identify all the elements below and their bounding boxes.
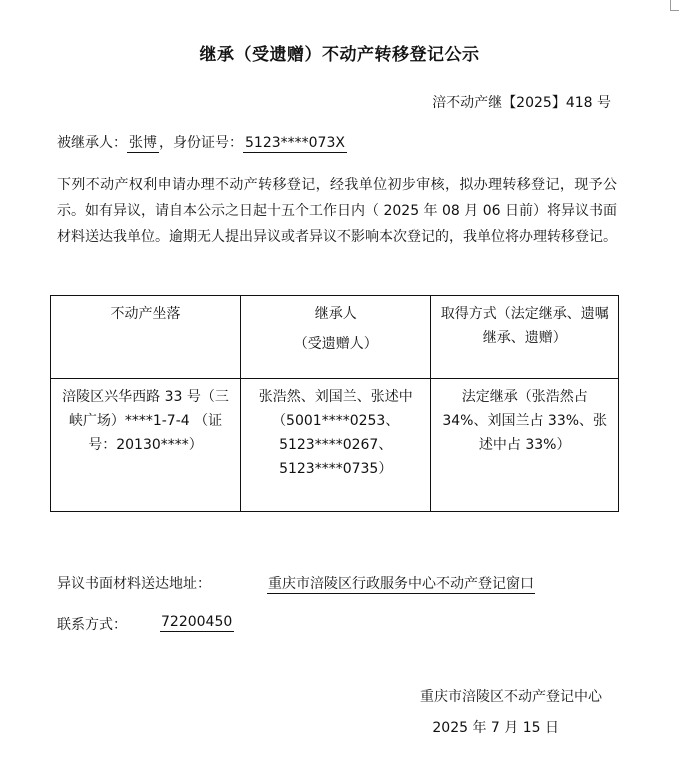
document-title: 继承（受遗赠）不动产转移登记公示	[199, 45, 480, 65]
page-corner-mark	[670, 0, 679, 11]
notice-paragraph: 下列不动产权利申请办理不动产转移登记，经我单位初步审核，拟办理转移登记，现予公示。如有异议，请自本公示之日起十五个工作日内（ 2025 年 08 月 06 日前）将异议书面材料送达我单位。逾期无人提出异议或者异议不影响本次登记的，我单位将办理转移登记。	[57, 177, 617, 245]
contact-label: 联系方式：	[57, 617, 127, 633]
header-heir-line2: （受遗赠人）	[293, 336, 378, 352]
contact-number: 72200450	[161, 614, 233, 630]
header-heir-line1: 继承人	[314, 306, 357, 322]
decedent-label: 被继承人：	[57, 135, 127, 151]
table-header-row	[51, 296, 619, 379]
heir-id-1: （5001****0253、	[272, 413, 400, 429]
header-method: 取得方式（法定继承、遗嘱继承、遗赠）	[431, 296, 619, 379]
address-text: 重庆市涪陵区行政服务中心不动产登记窗口	[268, 576, 534, 592]
decedent-id-number: 5123****073X	[245, 135, 345, 151]
decedent-line	[57, 132, 347, 152]
cell-location: 涪陵区兴华西路 33 号（三峡广场）****1-7-4 （证号：20130****）	[51, 379, 241, 512]
address-label: 异议书面材料送达地址：	[57, 576, 211, 592]
header-heir	[240, 296, 430, 379]
issuer-name: 重庆市涪陵区不动产登记中心	[420, 689, 602, 705]
decedent-name: 张博	[129, 135, 157, 151]
cell-method: 法定继承（张浩然占 34%、刘国兰占 33%、张述中占 33%）	[431, 379, 619, 512]
issue-date: 2025 年 7 月 15 日	[432, 720, 559, 736]
document-number: 涪不动产继【2025】418 号	[432, 95, 611, 111]
heirs-names: 张浩然、刘国兰、张述中	[258, 389, 413, 405]
decedent-id-label: ，身份证号：	[159, 135, 243, 151]
heir-id-3: 5123****0735）	[279, 461, 393, 477]
address-value	[267, 573, 535, 593]
cell-heirs	[240, 379, 430, 512]
contact-value	[160, 614, 234, 630]
table-row	[51, 379, 619, 512]
heir-id-2: 5123****0267、	[279, 437, 393, 453]
header-location: 不动产坐落	[51, 296, 241, 379]
property-table	[50, 295, 619, 512]
